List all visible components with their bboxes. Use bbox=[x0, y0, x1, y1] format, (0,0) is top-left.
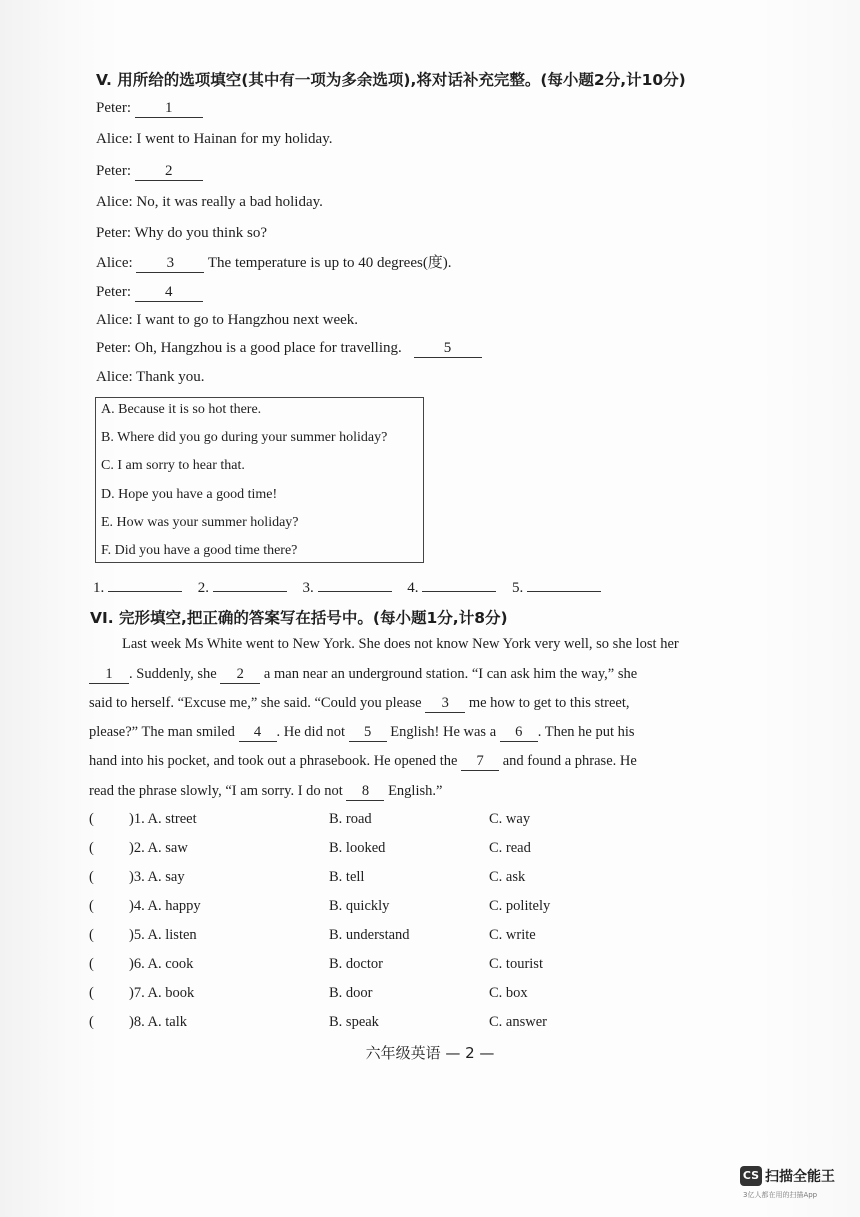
passage-text: said to herself. “Excuse me,” she said. “Could you please bbox=[89, 695, 422, 711]
options-box bbox=[95, 397, 424, 563]
line-text: Oh, Hangzhou is a good place for travelling. bbox=[134, 340, 402, 356]
choice-c: C. ask bbox=[489, 869, 526, 885]
choice-c: C. box bbox=[489, 985, 528, 1001]
choice-c: C. read bbox=[489, 840, 531, 856]
cloze-blank-4[interactable]: 4 bbox=[239, 724, 277, 742]
passage-line-3 bbox=[89, 693, 630, 713]
dialogue-line-6 bbox=[96, 253, 452, 273]
choice-c: C. answer bbox=[489, 1014, 547, 1030]
passage-line-5 bbox=[89, 751, 637, 771]
answer-paren[interactable]: ( bbox=[89, 811, 94, 827]
choice-b: B. door bbox=[329, 985, 373, 1001]
passage-text: English.” bbox=[388, 783, 443, 799]
passage-text: please?” The man smiled bbox=[89, 724, 235, 740]
dialogue-line-7 bbox=[96, 282, 203, 302]
choice-a: )8. A. talk bbox=[129, 1014, 187, 1030]
answer-blank-2[interactable]: 2 bbox=[135, 163, 203, 181]
choice-b: B. quickly bbox=[329, 898, 390, 914]
answer-paren[interactable]: ( bbox=[89, 927, 94, 943]
question-row bbox=[89, 898, 609, 918]
speaker: Peter: bbox=[96, 340, 131, 356]
answer-field-4[interactable] bbox=[422, 577, 496, 592]
line-text: Thank you. bbox=[136, 369, 205, 385]
answer-field-1[interactable] bbox=[108, 577, 182, 592]
dialogue-line-5 bbox=[96, 223, 267, 243]
cloze-blank-7[interactable]: 7 bbox=[461, 753, 499, 771]
choice-a: )4. A. happy bbox=[129, 898, 201, 914]
answer-number: 3. bbox=[302, 580, 314, 596]
speaker: Alice: bbox=[96, 194, 133, 210]
passage-line-2 bbox=[89, 664, 637, 684]
option-b: B. Where did you go during your summer holiday? bbox=[101, 430, 388, 445]
choice-b: B. looked bbox=[329, 840, 386, 856]
camscanner-logo-icon: CS bbox=[740, 1166, 762, 1186]
answer-blank-3[interactable]: 3 bbox=[136, 255, 204, 273]
answer-paren[interactable]: ( bbox=[89, 1014, 94, 1030]
choice-b: B. doctor bbox=[329, 956, 383, 972]
choice-b: B. road bbox=[329, 811, 372, 827]
line-text: I want to go to Hangzhou next week. bbox=[136, 312, 359, 328]
choice-c: C. tourist bbox=[489, 956, 543, 972]
choice-a: )3. A. say bbox=[129, 869, 185, 885]
section-5-heading: V. 用所给的选项填空(其中有一项为多余选项),将对话补充完整。(每小题2分,计10分) bbox=[96, 71, 686, 89]
cloze-blank-2[interactable]: 2 bbox=[220, 666, 260, 684]
option-c: C. I am sorry to hear that. bbox=[101, 458, 245, 473]
option-e: E. How was your summer holiday? bbox=[101, 515, 299, 530]
question-row bbox=[89, 811, 609, 831]
passage-text: me how to get to this street, bbox=[468, 695, 630, 711]
answer-field-3[interactable] bbox=[318, 577, 392, 592]
answer-number: 4. bbox=[407, 580, 419, 596]
passage-text: . Then he put his bbox=[537, 724, 635, 740]
choice-b: B. speak bbox=[329, 1014, 379, 1030]
dialogue-line-8 bbox=[96, 310, 358, 330]
question-row bbox=[89, 985, 609, 1005]
answer-paren[interactable]: ( bbox=[89, 898, 94, 914]
passage-text: English! He was a bbox=[390, 724, 497, 740]
answer-blank-5[interactable]: 5 bbox=[414, 340, 482, 358]
answer-number: 2. bbox=[197, 580, 209, 596]
passage-line-6 bbox=[89, 781, 442, 801]
option-d: D. Hope you have a good time! bbox=[101, 487, 278, 502]
line-text: I went to Hainan for my holiday. bbox=[136, 131, 333, 147]
speaker: Alice: bbox=[96, 255, 133, 271]
dialogue-line-10 bbox=[96, 367, 204, 387]
option-f: F. Did you have a good time there? bbox=[101, 543, 298, 558]
choice-a: )5. A. listen bbox=[129, 927, 197, 943]
line-text: Why do you think so? bbox=[134, 225, 267, 241]
answer-field-2[interactable] bbox=[213, 577, 287, 592]
passage-text: a man near an underground station. “I can ask him the way,” she bbox=[263, 666, 638, 682]
choice-b: B. understand bbox=[329, 927, 410, 943]
choice-a: )2. A. saw bbox=[129, 840, 188, 856]
choice-b: B. tell bbox=[329, 869, 365, 885]
answer-blank-4[interactable]: 4 bbox=[135, 284, 203, 302]
question-row bbox=[89, 840, 609, 860]
answer-field-5[interactable] bbox=[527, 577, 601, 592]
speaker: Alice: bbox=[96, 312, 133, 328]
answer-number: 1. bbox=[93, 580, 105, 596]
cloze-blank-3[interactable]: 3 bbox=[425, 695, 465, 713]
choice-a: )6. A. cook bbox=[129, 956, 194, 972]
speaker: Alice: bbox=[96, 369, 133, 385]
watermark-name: 扫描全能王 bbox=[765, 1169, 835, 1185]
choice-a: )1. A. street bbox=[129, 811, 197, 827]
answer-paren[interactable]: ( bbox=[89, 985, 94, 1001]
dialogue-line-9 bbox=[96, 338, 482, 358]
passage-text: . He did not bbox=[276, 724, 345, 740]
passage-text: . Suddenly, she bbox=[129, 666, 217, 682]
answer-row bbox=[93, 577, 613, 597]
speaker: Peter: bbox=[96, 225, 131, 241]
answer-number: 5. bbox=[512, 580, 524, 596]
passage-text: read the phrase slowly, “I am sorry. I do not bbox=[89, 783, 343, 799]
choice-c: C. way bbox=[489, 811, 531, 827]
cloze-blank-6[interactable]: 6 bbox=[500, 724, 538, 742]
choice-a: )7. A. book bbox=[129, 985, 195, 1001]
passage-text: and found a phrase. He bbox=[502, 753, 637, 769]
passage-text: hand into his pocket, and took out a phrasebook. He opened the bbox=[89, 753, 458, 769]
page-footer: 六年级英语 — 2 — bbox=[365, 1044, 495, 1062]
cloze-blank-1[interactable]: 1 bbox=[89, 666, 129, 684]
passage-line-4 bbox=[89, 722, 635, 742]
line-text: No, it was really a bad holiday. bbox=[136, 194, 323, 210]
watermark-tagline: 3亿人都在用的扫描App bbox=[743, 1191, 818, 1199]
option-a: A. Because it is so hot there. bbox=[101, 402, 262, 417]
choice-c: C. write bbox=[489, 927, 536, 943]
question-row bbox=[89, 1014, 609, 1034]
answer-paren[interactable]: ( bbox=[89, 956, 94, 972]
question-row bbox=[89, 927, 609, 947]
choice-c: C. politely bbox=[489, 898, 551, 914]
answer-paren[interactable]: ( bbox=[89, 840, 94, 856]
scanner-watermark bbox=[740, 1166, 835, 1199]
dialogue-line-1 bbox=[96, 98, 203, 118]
question-row bbox=[89, 869, 609, 889]
answer-paren[interactable]: ( bbox=[89, 869, 94, 885]
dialogue-line-2 bbox=[96, 129, 332, 149]
question-row bbox=[89, 956, 609, 976]
dialogue-line-3 bbox=[96, 161, 203, 181]
cloze-blank-5[interactable]: 5 bbox=[349, 724, 387, 742]
dialogue-line-4 bbox=[96, 192, 323, 212]
speaker: Peter: bbox=[96, 100, 131, 116]
line-text: The temperature is up to 40 degrees(度). bbox=[207, 255, 452, 271]
section-6-heading: VI. 完形填空,把正确的答案写在括号中。(每小题1分,计8分) bbox=[90, 609, 508, 627]
answer-blank-1[interactable]: 1 bbox=[135, 100, 203, 118]
passage-line-1: Last week Ms White went to New York. She does not know New York very well, so she lost her bbox=[122, 636, 679, 652]
speaker: Peter: bbox=[96, 163, 131, 179]
speaker: Alice: bbox=[96, 131, 133, 147]
cloze-blank-8[interactable]: 8 bbox=[346, 783, 384, 801]
speaker: Peter: bbox=[96, 284, 131, 300]
